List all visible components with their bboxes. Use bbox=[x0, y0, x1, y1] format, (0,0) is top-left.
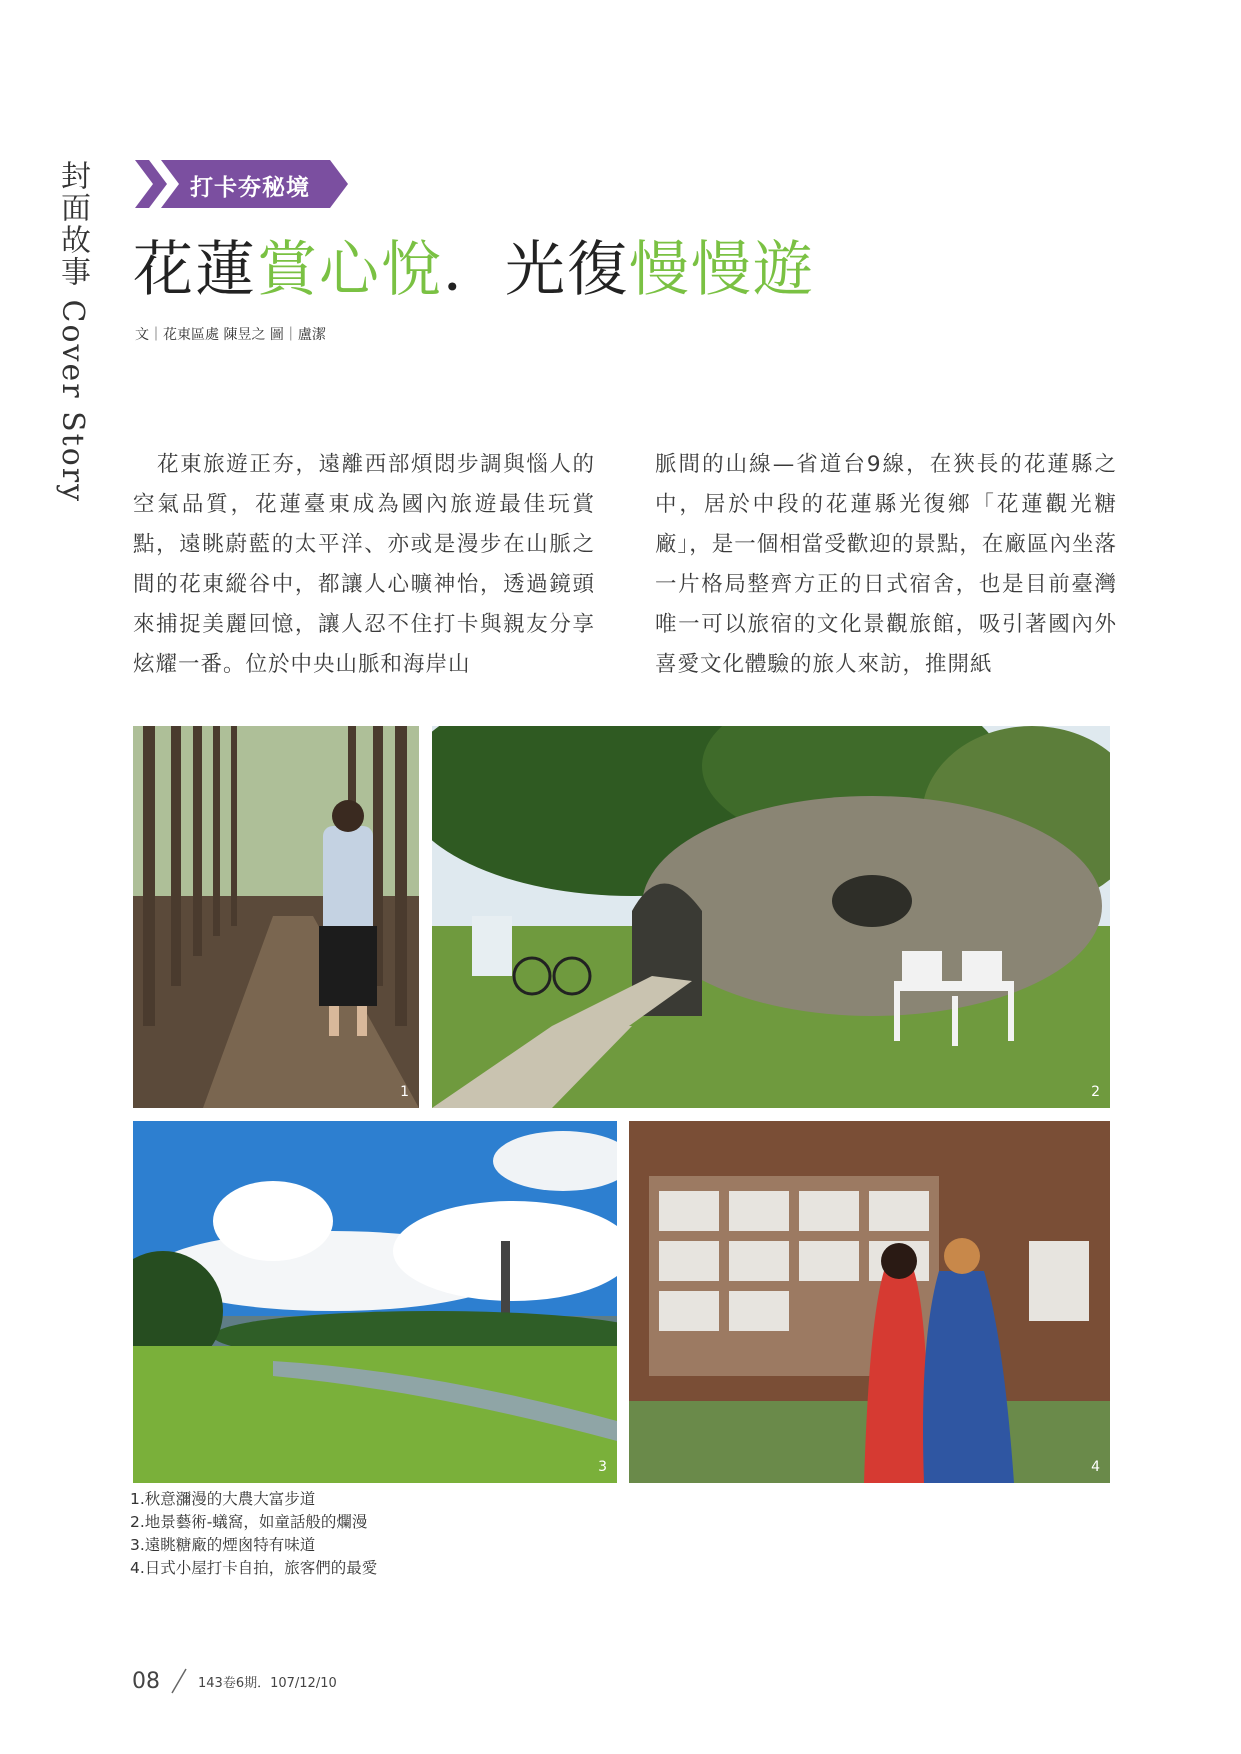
page-number: 08 bbox=[132, 1668, 160, 1694]
badge-label: 打卡夯秘境 bbox=[190, 175, 310, 201]
photo-earth-house bbox=[432, 726, 1110, 1108]
body-column-right: 脈間的山線—省道台9線，在狹長的花蓮縣之中，居於中段的花蓮縣光復鄉「花蓮觀光糖廠」，是一個相當受歡迎的景點，在廠區內坐落一片格局整齊方正的日式宿舍，也是目前臺灣唯一可以旅宿的文化景觀旅館，吸引著國內外喜愛文化體驗的旅人來訪，推開紙 bbox=[655, 452, 1117, 677]
photo-chimney-landscape bbox=[133, 1121, 617, 1483]
title-part-1: 花蓮 bbox=[133, 235, 257, 305]
page-footer bbox=[132, 1665, 337, 1697]
photo-number: 1 bbox=[400, 1084, 409, 1100]
title-part-2: 賞心悅 bbox=[257, 235, 443, 305]
photo-captions bbox=[130, 1488, 377, 1580]
photo-number: 2 bbox=[1091, 1084, 1100, 1100]
section-label: 封面故事 Cover Story bbox=[55, 160, 90, 504]
photo-tree-path bbox=[133, 726, 419, 1108]
caption-4: 4.日式小屋打卡自拍，旅客們的最愛 bbox=[130, 1559, 378, 1577]
issue-info: 143卷6期．107/12/10 bbox=[198, 1675, 337, 1691]
page-title bbox=[133, 222, 815, 308]
photo-number: 3 bbox=[598, 1459, 607, 1475]
slash-divider bbox=[170, 1667, 188, 1695]
caption-3: 3.遠眺糖廠的煙囪特有味道 bbox=[130, 1536, 316, 1554]
photo-number: 4 bbox=[1091, 1459, 1100, 1475]
caption-1: 1.秋意瀰漫的大農大富步道 bbox=[130, 1490, 316, 1508]
title-part-3: ．光復 bbox=[443, 235, 629, 305]
caption-2: 2.地景藝術-蟻窩，如童話般的爛漫 bbox=[130, 1513, 368, 1531]
section-badge bbox=[135, 160, 350, 208]
photo-japanese-house bbox=[629, 1121, 1110, 1483]
title-part-4: 慢慢遊 bbox=[629, 235, 815, 305]
byline: 文｜花東區處 陳昱之 圖｜盧潔 bbox=[135, 327, 326, 343]
body-column-left: 花東旅遊正夯，遠離西部煩悶步調與惱人的空氣品質，花蓮臺東成為國內旅遊最佳玩賞點，遠眺蔚藍的太平洋、亦或是漫步在山脈之間的花東縱谷中，都讓人心曠神怡，透過鏡頭來捕捉美麗回憶，讓人忍不住打卡與親友分享炫耀一番。位於中央山脈和海岸山 bbox=[133, 452, 595, 677]
